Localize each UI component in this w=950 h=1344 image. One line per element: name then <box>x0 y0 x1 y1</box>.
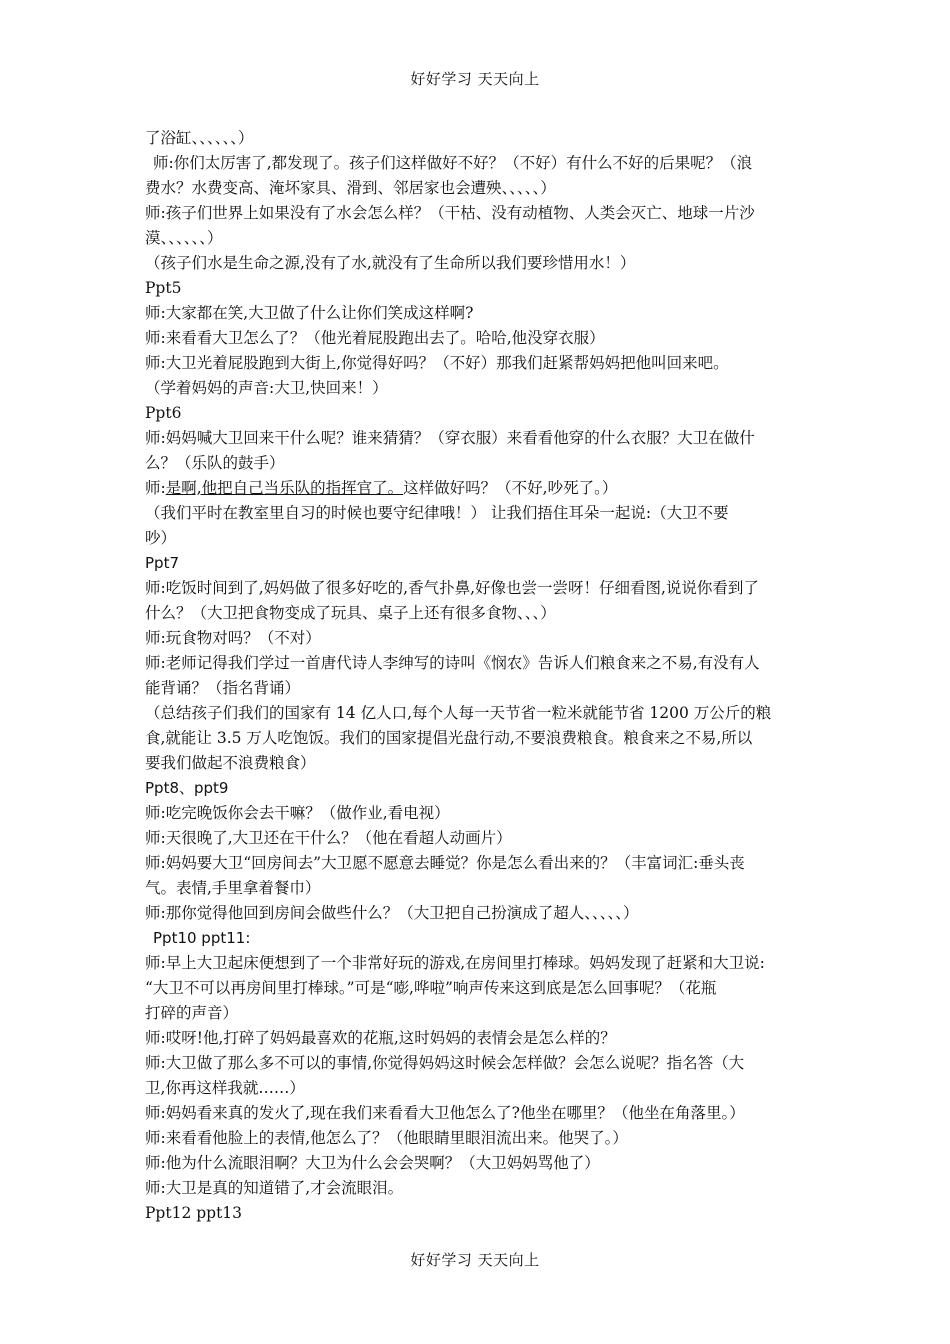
text-line: “大卫不可以再房间里打棒球。”可是“嘭,哗啦”响声传来这到底是怎么回事呢？（花瓶 <box>145 979 717 997</box>
text-line: 师:你们太厉害了,都发现了。孩子们这样做好不好？（不好）有什么不好的后果呢？（浪 <box>153 154 753 172</box>
text-line: 师:早上大卫起床便想到了一个非常好玩的游戏,在房间里打棒球。妈妈发现了赶紧和大卫说: <box>145 954 765 972</box>
text-line: 食,就能让 3.5 万人吃饱饭。我们的国家提倡光盘行动,不要浪费粮食。粮食来之不易,所以 <box>145 729 753 747</box>
text-line: 师:他为什么流眼泪啊？大卫为什么会会哭啊？（大卫妈妈骂他了） <box>145 1154 600 1172</box>
text-line: 了浴缸、、、、、、） <box>145 129 254 147</box>
text-line: 费水？水费变高、淹坏家具、滑到、邻居家也会遭殃、、、、、） <box>145 179 556 197</box>
text-line: 师:吃饭时间到了,妈妈做了很多好吃的,香气扑鼻,好像也尝一尝呀！仔细看图,说说你看到了 <box>145 579 759 597</box>
text-line: 什么？（大卫把食物变成了玩具、桌子上还有很多食物、、、） <box>145 604 556 622</box>
text-line: 气。表情,手里拿着餐巾） <box>145 879 321 897</box>
text-line: 要我们做起不浪费粮食） <box>145 754 316 772</box>
text-line: （总结孩子们我们的国家有 14 亿人口,每个人每一天节省一粒米就能节省 1200 万公斤的粮 <box>145 704 772 722</box>
text-line: 师:孩子们世界上如果没有了水会怎么样？（干枯、没有动植物、人类会灭亡、地球一片沙 <box>145 204 755 222</box>
line-suffix: 这样做好吗？（不好,吵死了。） <box>403 479 618 497</box>
section-label: Ppt5 <box>145 279 182 297</box>
text-line: 师:吃完晚饭你会去干嘛？（做作业,看电视） <box>145 804 450 822</box>
text-line: 师:妈妈要大卫“回房间去”大卫愿不愿意去睡觉？你是怎么看出来的？（丰富词汇:垂头丧 <box>145 854 745 872</box>
section-label: Ppt8、ppt9 <box>145 779 229 797</box>
text-line: 卫,你再这样我就……） <box>145 1079 305 1097</box>
section-label: Ppt6 <box>145 404 182 422</box>
text-line: 师:玩食物对吗？（不对） <box>145 629 321 647</box>
document-body <box>145 126 817 1226</box>
text-line: 师:来看看大卫怎么了？（他光着屁股跑出去了。哈哈,他没穿衣服） <box>145 329 605 347</box>
section-label: Ppt10 ppt11: <box>153 929 251 947</box>
text-line: 吵） <box>145 529 177 547</box>
text-line-underlined <box>145 476 817 501</box>
page-header: 好好学习 天天向上 <box>410 70 540 88</box>
underlined-text: 是啊,他把自己当乐队的指挥官了。 <box>165 479 404 497</box>
text-line: 漠、、、、、、） <box>145 229 223 247</box>
text-line: （孩子们水是生命之源,没有了水,就没有了生命所以我们要珍惜用水！） <box>145 254 636 272</box>
text-line: （学着妈妈的声音:大卫,快回来！） <box>145 379 388 397</box>
text-line: 师:天很晚了,大卫还在干什么？（他在看超人动画片） <box>145 829 512 847</box>
text-line: 师:那你觉得他回到房间会做些什么？（大卫把自己扮演成了超人、、、、、） <box>145 904 639 922</box>
page-footer: 好好学习 天天向上 <box>410 1251 540 1269</box>
text-line: 师:大卫光着屁股跑到大街上,你觉得好吗？（不好）那我们赶紧帮妈妈把他叫回来吧。 <box>145 354 729 372</box>
line-prefix: 师: <box>145 479 166 497</box>
text-line: 能背诵？（指名背诵） <box>145 679 301 697</box>
text-line: 么？（乐队的鼓手） <box>145 454 285 472</box>
text-line: 师:妈妈喊大卫回来干什么呢？谁来猜猜？（穿衣服）来看看他穿的什么衣服？大卫在做什 <box>145 429 755 447</box>
text-line: 师:大家都在笑,大卫做了什么让你们笑成这样啊? <box>145 304 474 322</box>
text-line: 师:哎呀!他,打碎了妈妈最喜欢的花瓶,这时妈妈的表情会是怎么样的？ <box>145 1029 616 1047</box>
text-line: 师:老师记得我们学过一首唐代诗人李绅写的诗叫《悯农》告诉人们粮食来之不易,有没有人 <box>145 654 760 672</box>
text-line: 师:来看看他脸上的表情,他怎么了？（他眼睛里眼泪流出来。他哭了。） <box>145 1129 628 1147</box>
section-label: Ppt7 <box>145 554 179 572</box>
text-line: 打碎的声音） <box>145 1004 239 1022</box>
text-line: 师:大卫做了那么多不可以的事情,你觉得妈妈这时候会怎样做？会怎么说呢？指名答（大 <box>145 1054 745 1072</box>
text-line: （我们平时在教室里自习的时候也要守纪律哦！） 让我们捂住耳朵一起说:（大卫不要 <box>145 504 729 522</box>
text-line: 师:妈妈看来真的发火了,现在我们来看看大卫他怎么了?他坐在哪里？（他坐在角落里。） <box>145 1104 745 1122</box>
section-label: Ppt12 ppt13 <box>145 1204 243 1222</box>
text-line: 师:大卫是真的知道错了,才会流眼泪。 <box>145 1179 404 1197</box>
